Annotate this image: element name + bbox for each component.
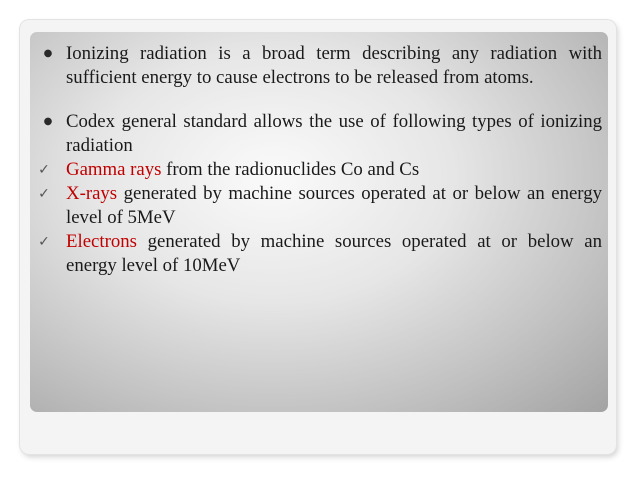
check-mark-icon: ✓ bbox=[38, 234, 50, 250]
bullet-icon: ● bbox=[43, 48, 53, 59]
spacer bbox=[36, 90, 602, 110]
bullet-item-codex-standard bbox=[36, 110, 602, 158]
bullet-item-ionizing-radiation bbox=[36, 42, 602, 90]
check-item-electrons bbox=[36, 230, 602, 278]
bullet-list bbox=[36, 42, 602, 278]
check-mark-icon: ✓ bbox=[38, 186, 50, 202]
check-item-gamma-rays bbox=[36, 158, 602, 182]
bullet-icon: ● bbox=[43, 116, 53, 127]
check-item-text: from the radionuclides Co and Cs bbox=[161, 159, 420, 180]
bullet-text: Codex general standard allows the use of following types of ionizing radiation bbox=[66, 111, 602, 156]
bullet-text: Ionizing radiation is a broad term describing any radiation with sufficient energy to cause electrons to be released from atoms. bbox=[66, 43, 602, 88]
check-mark-icon: ✓ bbox=[38, 162, 50, 178]
check-item-text: generated by machine sources operated at or below an energy level of 5MeV bbox=[66, 183, 602, 228]
highlight-term: Gamma rays bbox=[66, 159, 162, 180]
check-item-text: generated by machine sources operated at or below an energy level of 10MeV bbox=[66, 231, 602, 276]
check-item-x-rays bbox=[36, 182, 602, 230]
highlight-term: X-rays bbox=[66, 183, 118, 204]
highlight-term: Electrons bbox=[66, 231, 137, 252]
